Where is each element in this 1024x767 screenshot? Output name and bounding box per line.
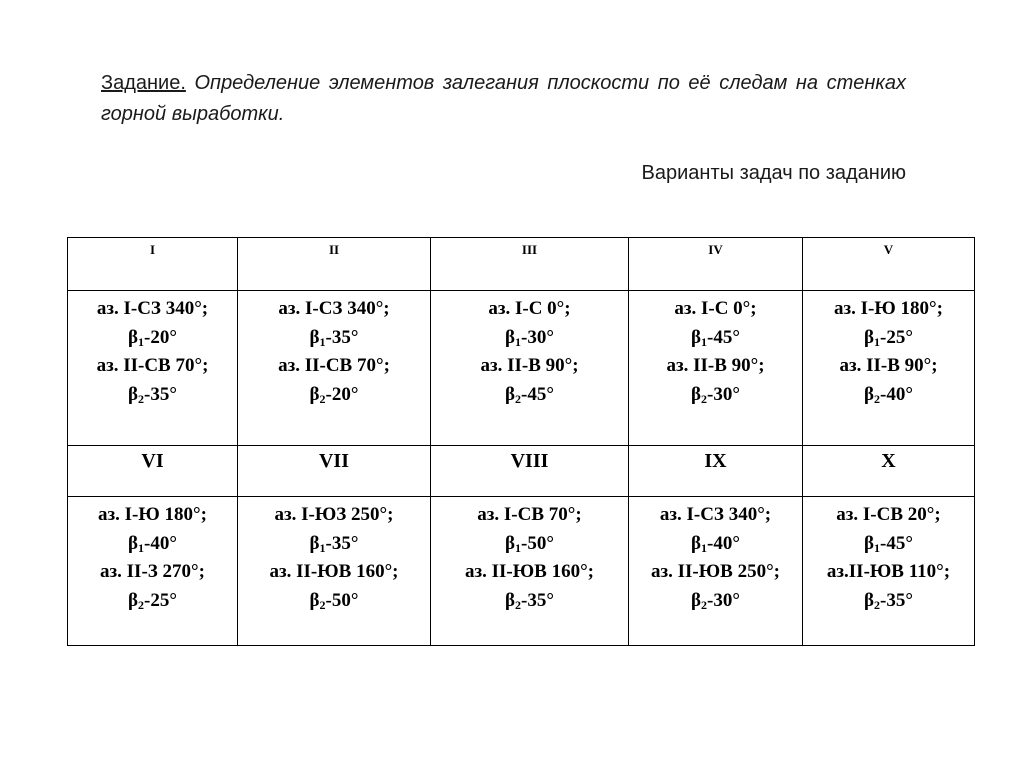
angle-2: $\beta_2-35^\circ$	[505, 589, 554, 612]
variant-cell	[238, 497, 431, 646]
variant-number: III	[431, 238, 629, 291]
variant-cell	[803, 291, 975, 446]
variant-cell	[238, 291, 431, 446]
azimuth-2: аз. II-ЮВ 160°;	[465, 561, 594, 582]
azimuth-2: аз. II-ЮВ 160°;	[269, 561, 399, 582]
azimuth-1: аз. I-СВ 20°;	[836, 504, 941, 525]
header-row-2	[68, 446, 975, 497]
azimuth-1: аз. I-Ю 180°;	[834, 298, 943, 319]
variant-cell	[68, 291, 238, 446]
variant-cell	[431, 291, 629, 446]
azimuth-1: аз. I-С 0°;	[674, 298, 757, 319]
angle-1: $\beta_1-45^\circ$	[691, 326, 740, 349]
variant-number: II	[238, 238, 431, 291]
azimuth-2: аз. II-ЮВ 250°;	[651, 561, 780, 582]
azimuth-1: аз. I-Ю 180°;	[98, 504, 207, 525]
variant-number: X	[803, 446, 975, 497]
angle-2: $\beta_2-40^\circ$	[864, 383, 913, 406]
azimuth-2: аз.II-ЮВ 110°;	[826, 561, 951, 582]
task-statement	[101, 68, 906, 130]
variants-table	[67, 237, 975, 646]
azimuth-2: аз. II-В 90°;	[839, 355, 938, 376]
table-caption: Варианты задач по заданию	[641, 162, 906, 184]
azimuth-1: аз. I-СЗ 340°;	[96, 298, 209, 319]
azimuth-1: аз. I-ЮЗ 250°;	[274, 504, 394, 525]
variants-row-2	[68, 497, 975, 646]
header-row-1	[68, 238, 975, 291]
angle-1: $\beta_1-20^\circ$	[128, 326, 177, 349]
variant-number: I	[68, 238, 238, 291]
angle-2: $\beta_2-45^\circ$	[505, 383, 554, 406]
variant-number: VII	[238, 446, 431, 497]
angle-2: $\beta_2-30^\circ$	[691, 383, 740, 406]
angle-1: $\beta_1-50^\circ$	[505, 532, 554, 555]
azimuth-1: аз. I-С 0°;	[488, 298, 571, 319]
variant-number: VI	[68, 446, 238, 497]
azimuth-2: аз. II-СВ 70°;	[96, 355, 209, 376]
azimuth-2: аз. II-СВ 70°;	[278, 355, 390, 376]
variant-number: VIII	[431, 446, 629, 497]
variant-cell	[629, 497, 803, 646]
variant-cell	[68, 497, 238, 646]
variant-cell	[803, 497, 975, 646]
variant-number: V	[803, 238, 975, 291]
azimuth-1: аз. I-СЗ 340°;	[278, 298, 390, 319]
variant-cell	[431, 497, 629, 646]
azimuth-2: аз. II-З 270°;	[100, 561, 205, 582]
angle-1: $\beta_1-35^\circ$	[309, 326, 359, 349]
variant-number: IV	[629, 238, 803, 291]
task-text: Определение элементов залегания плоскости по её следам на стенках горной выработки.	[101, 72, 906, 125]
task-label: Задание.	[101, 72, 186, 94]
variant-number: IX	[629, 446, 803, 497]
angle-1: $\beta_1-40^\circ$	[128, 532, 177, 555]
angle-1: $\beta_1-35^\circ$	[309, 532, 359, 555]
angle-2: $\beta_2-25^\circ$	[128, 589, 177, 612]
angle-1: $\beta_1-40^\circ$	[691, 532, 740, 555]
azimuth-1: аз. I-СВ 70°;	[477, 504, 582, 525]
variants-row-1	[68, 291, 975, 446]
angle-1: $\beta_1-25^\circ$	[864, 326, 913, 349]
angle-2: $\beta_2-35^\circ$	[128, 383, 177, 406]
variant-cell	[629, 291, 803, 446]
azimuth-1: аз. I-СЗ 340°;	[659, 504, 772, 525]
angle-2: $\beta_2-50^\circ$	[309, 589, 359, 612]
angle-2: $\beta_2-35^\circ$	[864, 589, 913, 612]
angle-1: $\beta_1-30^\circ$	[505, 326, 554, 349]
azimuth-2: аз. II-В 90°;	[666, 355, 765, 376]
angle-2: $\beta_2-20^\circ$	[309, 383, 359, 406]
azimuth-2: аз. II-В 90°;	[480, 355, 579, 376]
angle-1: $\beta_1-45^\circ$	[864, 532, 913, 555]
angle-2: $\beta_2-30^\circ$	[691, 589, 740, 612]
